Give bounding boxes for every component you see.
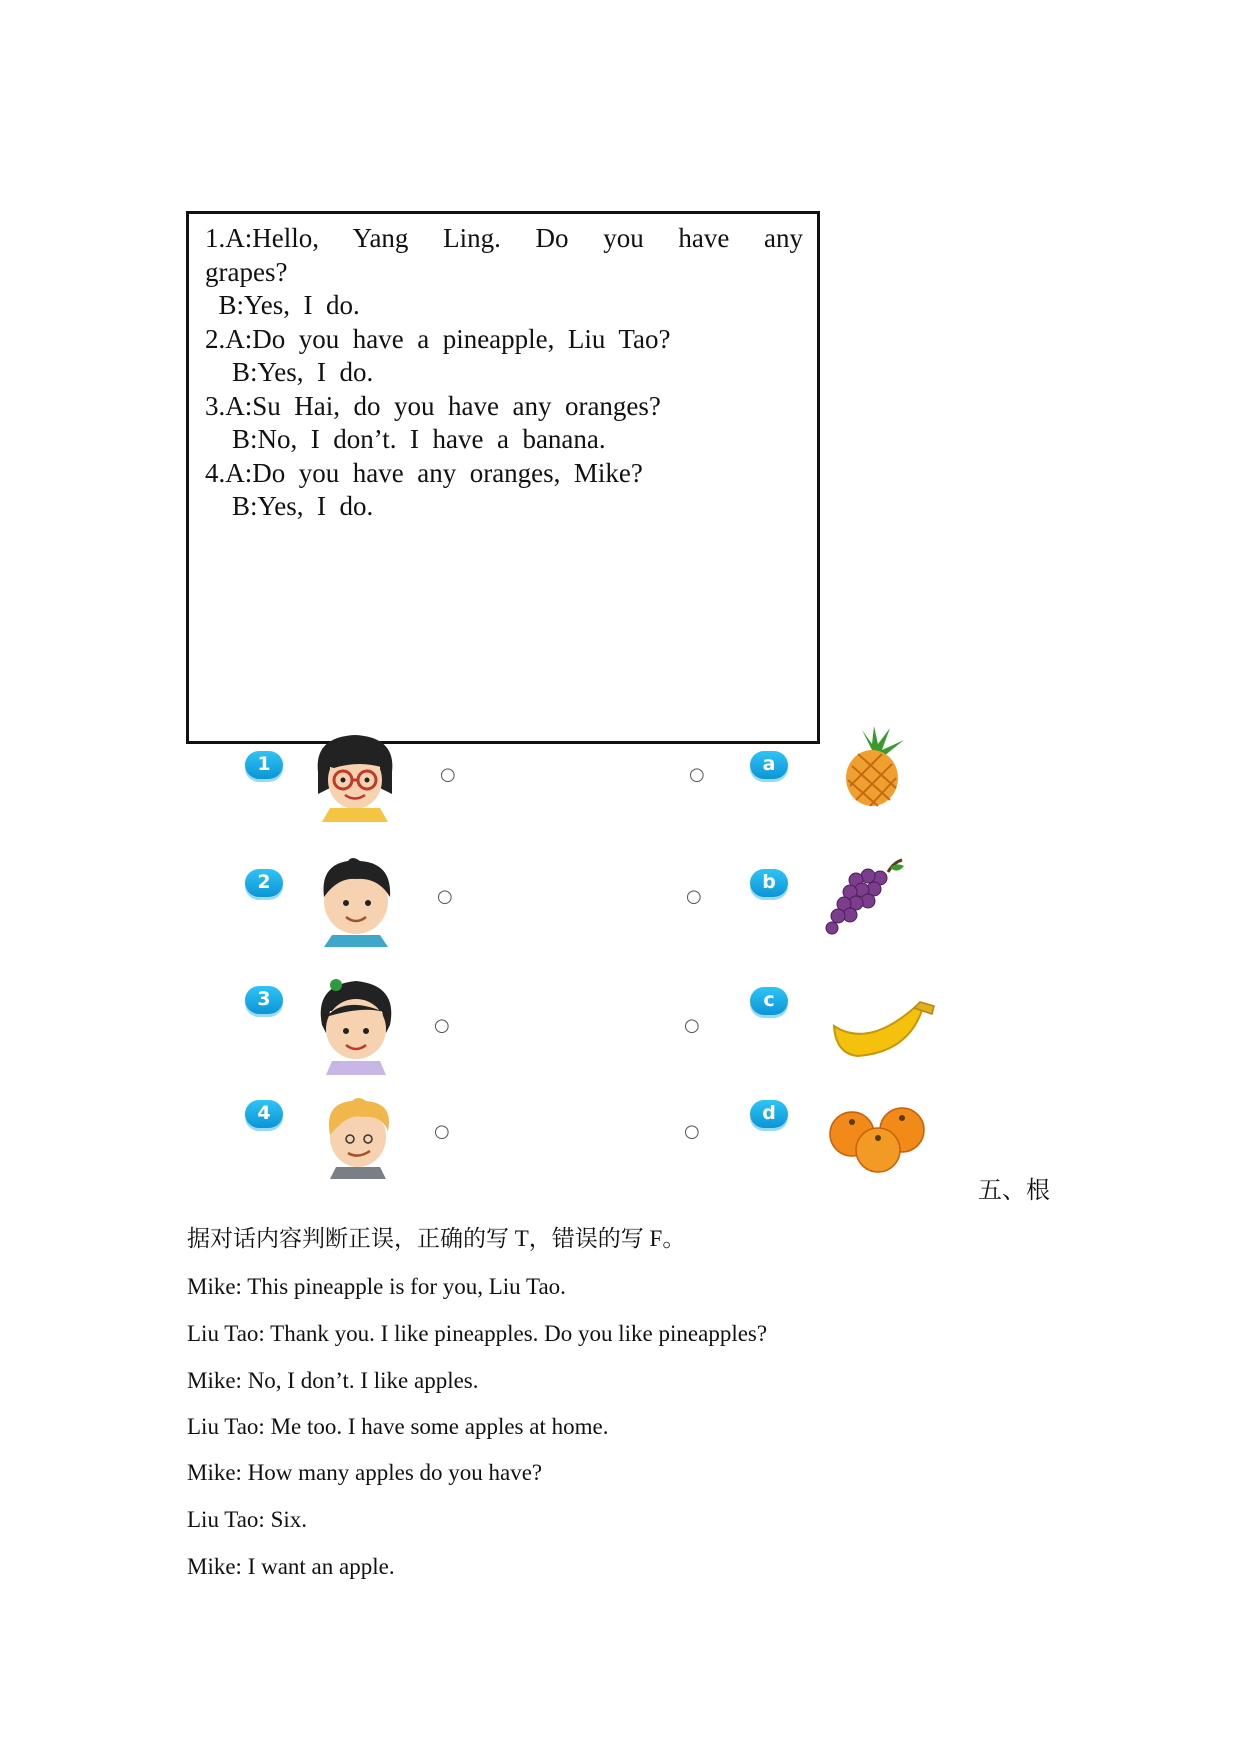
- number-badge-1: 1: [245, 751, 283, 779]
- dialogue-paragraph: Mike: No, I don’t. I like apples.: [187, 1368, 479, 1393]
- dialogue-paragraph: Liu Tao: Six.: [187, 1507, 307, 1532]
- section-instruction: 据对话内容判断正误，正确的写 T，错误的写 F。: [187, 1226, 686, 1251]
- dialogue-line: 1.A:Hello, Yang Ling. Do you have any: [205, 223, 803, 253]
- dialogue-paragraph: Mike: This pineapple is for you, Liu Tao.: [187, 1274, 566, 1299]
- dialogue-line: 2.A:Do you have a pineapple, Liu Tao?: [205, 323, 671, 354]
- letter-badge-a: a: [750, 751, 788, 779]
- number-badge-2: 2: [245, 869, 283, 897]
- match-dot-right-a[interactable]: ○: [689, 764, 705, 785]
- dialogue-box: [186, 211, 820, 744]
- match-dot-right-c[interactable]: ○: [684, 1015, 700, 1036]
- letter-badge-d: d: [750, 1100, 788, 1128]
- match-dot-right-d[interactable]: ○: [684, 1121, 700, 1142]
- section-heading-start: 五、根: [978, 1178, 1050, 1204]
- girl-with-glasses-icon: [300, 732, 410, 822]
- dialogue-line: grapes?: [205, 256, 288, 287]
- oranges-icon: [826, 1104, 930, 1174]
- pineapple-icon: [832, 726, 916, 808]
- dialogue-line: B:Yes, I do.: [205, 491, 374, 521]
- match-dot-left-4[interactable]: ○: [434, 1121, 450, 1142]
- match-dot-left-1[interactable]: ○: [440, 764, 456, 785]
- number-badge-3: 3: [245, 986, 283, 1014]
- girl-icon: [306, 975, 406, 1075]
- dialogue-paragraph: Mike: How many apples do you have?: [187, 1460, 543, 1485]
- blond-boy-icon: [318, 1095, 398, 1179]
- match-dot-left-2[interactable]: ○: [437, 886, 453, 907]
- dialogue-line: B:Yes, I do.: [205, 357, 374, 387]
- dialogue-line: B:No, I don’t. I have a banana.: [205, 424, 606, 454]
- dialogue-line: 4.A:Do you have any oranges, Mike?: [205, 457, 643, 488]
- dialogue-paragraph: Mike: I want an apple.: [187, 1554, 395, 1579]
- match-dot-right-b[interactable]: ○: [686, 886, 702, 907]
- match-dot-left-3[interactable]: ○: [434, 1015, 450, 1036]
- dialogue-line: 3.A:Su Hai, do you have any oranges?: [205, 390, 661, 421]
- banana-icon: [828, 1000, 938, 1060]
- number-badge-4: 4: [245, 1100, 283, 1128]
- boy-icon: [308, 855, 403, 947]
- grapes-icon: [818, 858, 908, 936]
- letter-badge-b: b: [750, 869, 788, 897]
- dialogue-paragraph: Liu Tao: Me too. I have some apples at home.: [187, 1414, 609, 1439]
- dialogue-line: B:Yes, I do.: [205, 290, 360, 320]
- dialogue-paragraph: Liu Tao: Thank you. I like pineapples. Do you like pineapples?: [187, 1321, 768, 1346]
- letter-badge-c: c: [750, 987, 788, 1015]
